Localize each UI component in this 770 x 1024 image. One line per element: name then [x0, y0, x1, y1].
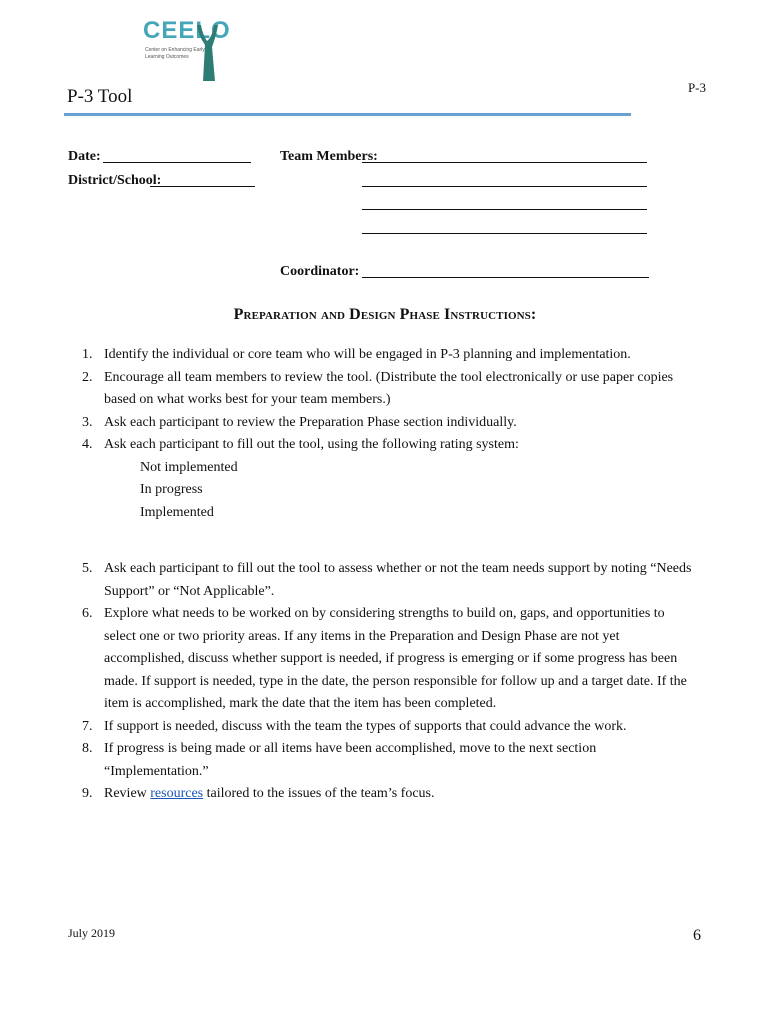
coordinator-label: Coordinator: — [280, 264, 360, 279]
item-number: 2. — [82, 369, 93, 385]
item-text-after: tailored to the issues of the team’s focus. — [203, 786, 435, 801]
item-number: 9. — [82, 786, 93, 801]
logo-text: CEELO — [143, 17, 231, 44]
item-text: Ask each participant to review the Preparation Phase section individually. — [104, 414, 517, 430]
district-label: District/School: — [68, 173, 162, 188]
page-title: P-3 Tool — [67, 86, 133, 107]
instructions-list — [82, 344, 692, 806]
list-item — [82, 412, 692, 435]
item-text: Ask each participant to fill out the tool to assess whether or not the team needs support by noting “Needs Support” or “Not Applicable”. — [104, 561, 692, 599]
item-text: If progress is being made or all items have been accomplished, move to the next section “Implementation.” — [104, 741, 597, 779]
rating-option: Implemented — [140, 504, 214, 520]
team-member-field-1[interactable] — [362, 162, 647, 163]
item-number: 3. — [82, 414, 93, 430]
district-field[interactable] — [150, 186, 255, 187]
page-code: P-3 — [687, 80, 706, 95]
item-number: 1. — [82, 347, 93, 362]
section-heading: Preparation and Design Phase Instructions: — [233, 306, 537, 323]
item-number: 8. — [82, 741, 93, 756]
list-item — [82, 558, 692, 603]
list-item — [82, 603, 692, 716]
date-label: Date: — [68, 149, 101, 164]
rating-option: Not implemented — [140, 459, 238, 475]
list-item — [82, 783, 692, 806]
item-text — [104, 783, 692, 806]
item-text: If support is needed, discuss with the team the types of supports that could advance the work. — [104, 718, 627, 734]
page-number: 6 — [693, 927, 701, 944]
list-item — [82, 716, 692, 739]
coordinator-field[interactable] — [362, 277, 649, 278]
date-field[interactable] — [103, 162, 251, 163]
item-number: 7. — [82, 718, 93, 734]
resources-link[interactable]: resources — [150, 786, 204, 801]
list-item — [82, 344, 692, 367]
team-member-field-2[interactable] — [362, 186, 647, 187]
item-number: 4. — [82, 437, 93, 452]
item-number: 5. — [82, 561, 93, 576]
item-text: Ask each participant to fill out the tool, using the following rating system: — [104, 437, 519, 452]
team-member-field-4[interactable] — [362, 233, 647, 234]
list-item — [82, 434, 692, 457]
item-text: Identify the individual or core team who will be engaged in P-3 planning and implementation. — [104, 347, 631, 362]
ceelo-logo — [143, 17, 231, 85]
team-member-field-3[interactable] — [362, 209, 647, 210]
footer-date: July 2019 — [68, 926, 116, 940]
item-text: Encourage all team members to review the tool. (Distribute the tool electronically or use paper copies based on what works best for your team members.) — [104, 369, 674, 407]
team-members-label: Team Members: — [280, 149, 378, 164]
list-item — [82, 738, 692, 783]
logo-subtitle: Center on Enhancing Early Learning Outcomes — [145, 47, 205, 60]
title-divider — [64, 113, 631, 116]
item-text-before: Review — [104, 786, 151, 801]
rating-option: In progress — [140, 482, 203, 497]
item-text: Explore what needs to be worked on by considering strengths to build on, gaps, and opportunities to select one or two priority areas. If any items in the Preparation and Design Phase are not yet accomplished, discuss whether support is needed, if progress is emerging or if some progress has been made. If support is needed, type in the date, the person responsible for follow up and a target date. If the item is accomplished, mark the date that the item has been completed. — [104, 606, 687, 711]
list-item — [82, 367, 692, 412]
item-number: 6. — [82, 606, 93, 621]
